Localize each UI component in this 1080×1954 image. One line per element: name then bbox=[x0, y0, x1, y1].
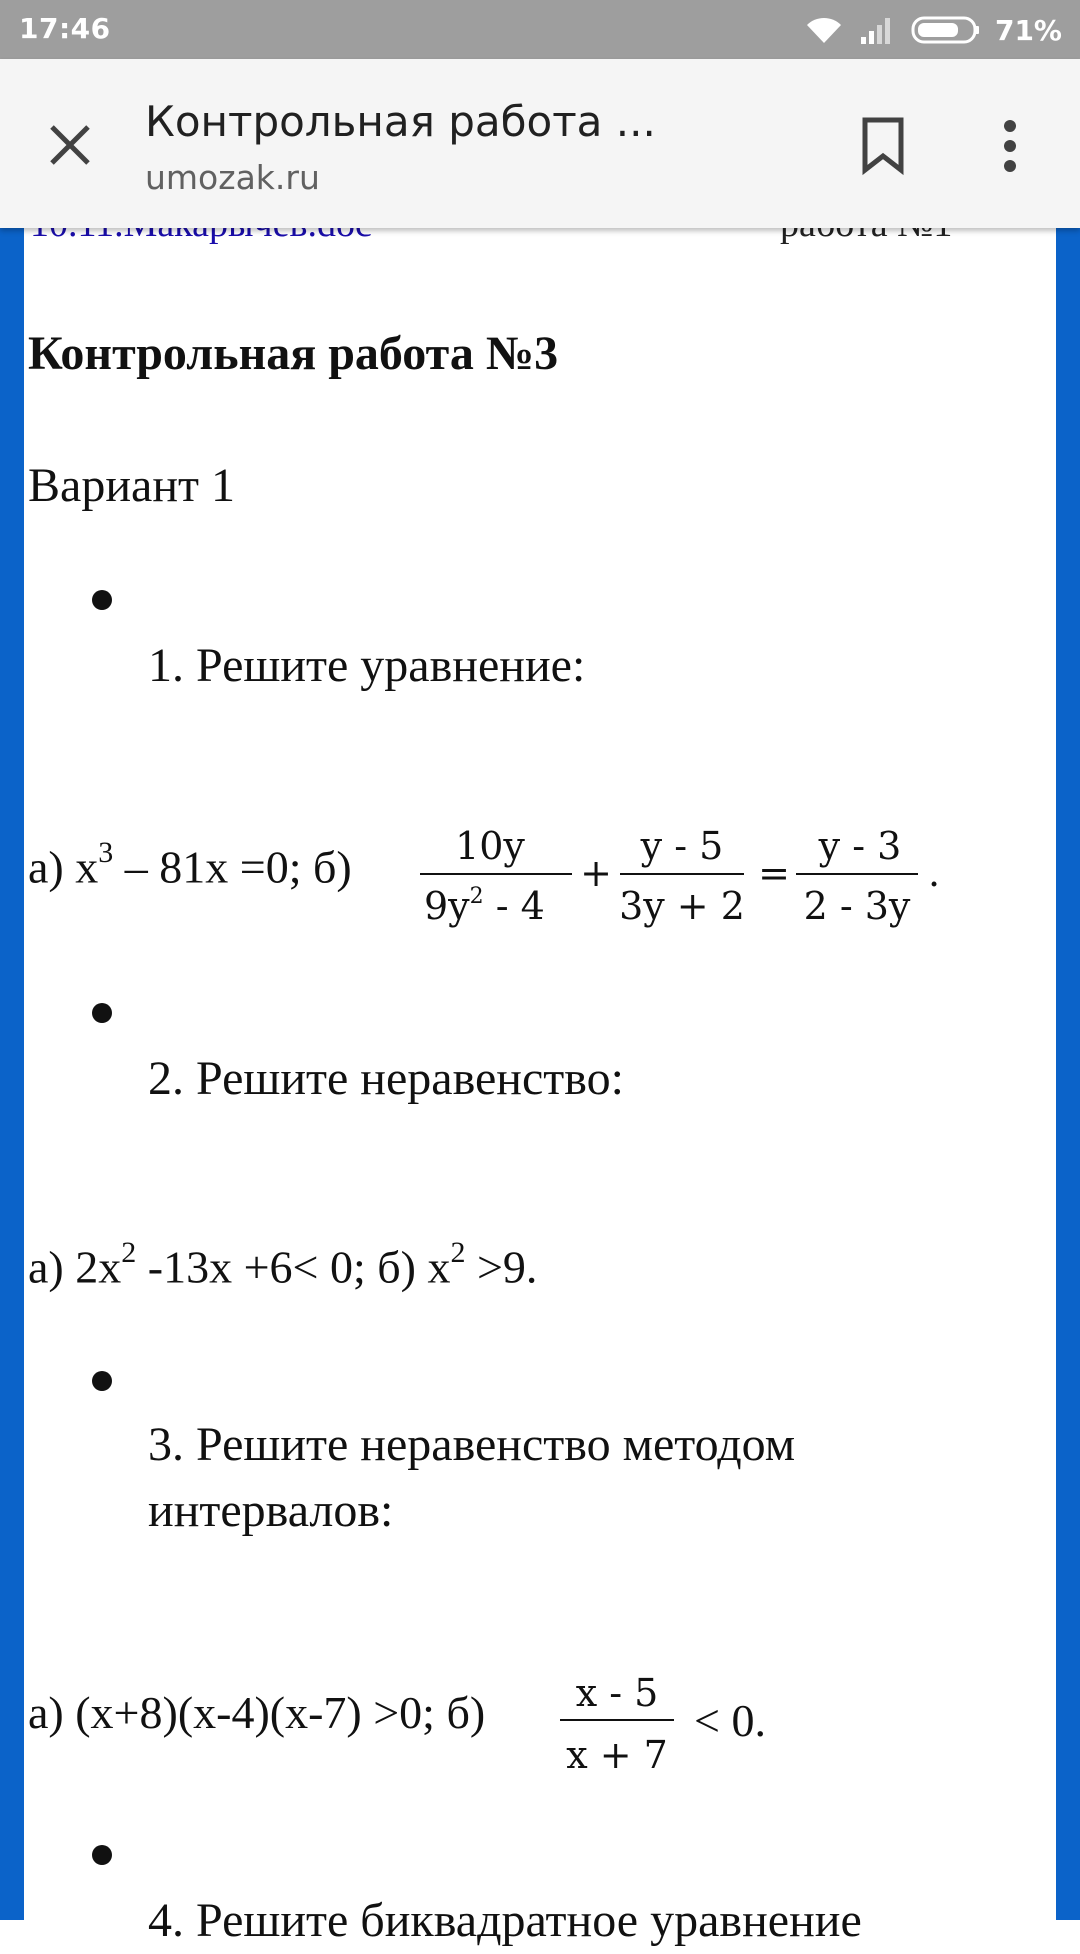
status-time: 17:46 bbox=[19, 12, 111, 45]
equation-2-text bbox=[28, 1236, 538, 1293]
eq1-frac2-numerator: y - 5 bbox=[640, 824, 724, 868]
eq3-frac-denominator: x + 7 bbox=[566, 1733, 668, 1777]
page-url: umozak.ru bbox=[145, 158, 320, 197]
bullet bbox=[92, 1371, 112, 1391]
eq2-part1: а) 2x bbox=[28, 1241, 122, 1293]
status-icons bbox=[789, 10, 1062, 50]
close-icon[interactable] bbox=[44, 119, 96, 171]
task-3-label bbox=[148, 1412, 795, 1544]
variant-label: Вариант 1 bbox=[28, 459, 235, 512]
page-border-right bbox=[1056, 228, 1080, 1920]
bullet bbox=[92, 1003, 112, 1023]
task-3-line-1: 3. Решите неравенство методом bbox=[148, 1418, 796, 1471]
eq1-period: . bbox=[928, 851, 941, 895]
bullet bbox=[92, 1845, 112, 1865]
status-bar bbox=[0, 0, 1080, 59]
equation-3-text bbox=[28, 1686, 485, 1739]
eq2-part2: -13x +6< 0; б) x bbox=[136, 1241, 451, 1293]
task-3-line-2: интервалов: bbox=[148, 1484, 394, 1537]
eq3-text: а) (x+8)(x-4)(x-7) >0; б) bbox=[28, 1687, 486, 1738]
equation-3-fraction bbox=[556, 1656, 816, 1776]
bookmark-icon[interactable] bbox=[860, 116, 906, 176]
eq1-exponent: 3 bbox=[98, 836, 114, 869]
eq3-frac-numerator: x - 5 bbox=[575, 1671, 659, 1715]
test-heading: Контрольная работа №3 bbox=[28, 327, 559, 380]
eq2-exponent-2: 2 bbox=[450, 1236, 466, 1269]
eq1-frac1-denominator: $9y^2 - 4$ bbox=[424, 884, 545, 928]
browser-toolbar bbox=[0, 59, 1080, 228]
task-2-label: 2. Решите неравенство: bbox=[148, 1052, 624, 1105]
task-1-label: 1. Решите уравнение: bbox=[148, 639, 586, 692]
eq2-exponent-1: 2 bbox=[121, 1236, 137, 1269]
task-4-label: 4. Решите биквадратное уравнение bbox=[148, 1894, 862, 1947]
eq1-frac1-numerator: 10y bbox=[455, 824, 525, 868]
eq1-plus: + bbox=[580, 851, 612, 895]
eq1-prefix: а) x bbox=[28, 841, 99, 893]
eq1-frac2-denominator: 3y + 2 bbox=[619, 884, 745, 928]
eq3-end: < 0. bbox=[694, 1695, 766, 1746]
battery-icon bbox=[911, 15, 981, 45]
battery-percent: 71% bbox=[994, 13, 1062, 47]
eq1-frac3-denominator: 2 - 3y bbox=[803, 884, 911, 928]
page-title: Контрольная работа ... bbox=[145, 97, 656, 146]
page-content[interactable] bbox=[0, 228, 1080, 1947]
eq1-equals: = bbox=[758, 851, 790, 895]
eq1-rest: – 81x =0; б) bbox=[113, 841, 352, 893]
wifi-icon bbox=[805, 15, 843, 45]
eq1-frac3-numerator: y - 3 bbox=[818, 824, 902, 868]
page-border-left bbox=[0, 228, 24, 1920]
bullet bbox=[92, 590, 112, 610]
equation-1-text bbox=[28, 836, 352, 893]
equation-1-fractions bbox=[412, 808, 972, 928]
eq2-part3: >9. bbox=[465, 1241, 538, 1293]
signal-icon bbox=[859, 15, 895, 45]
more-vert-icon[interactable] bbox=[996, 116, 1024, 176]
